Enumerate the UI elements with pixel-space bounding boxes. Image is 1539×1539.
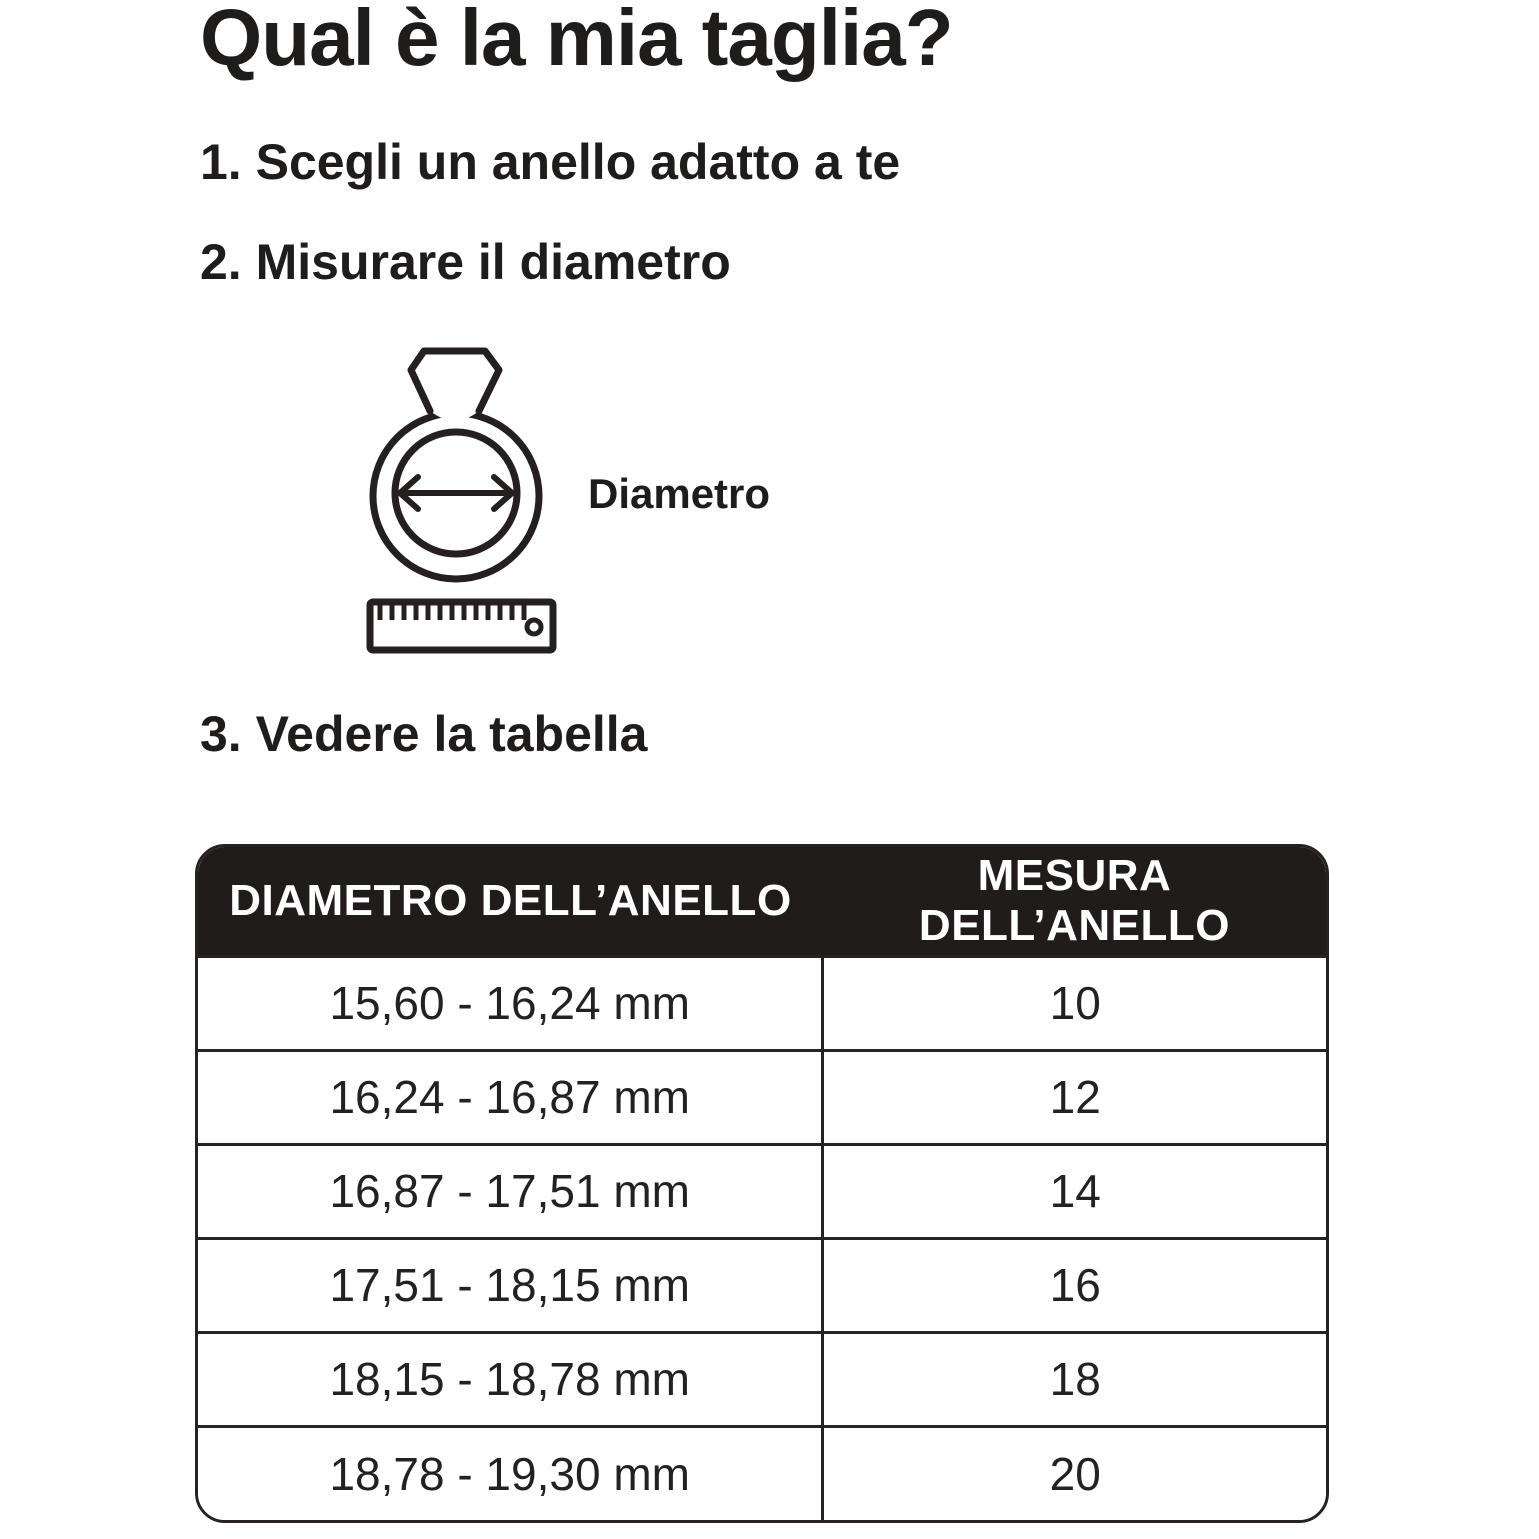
size-cell: 10	[823, 956, 1326, 1050]
ring-icon	[358, 338, 568, 660]
page-title: Qual è la mia taglia?	[200, 0, 953, 82]
size-cell: 12	[823, 1050, 1326, 1144]
diameter-cell: 15,60 - 16,24 mm	[198, 956, 823, 1050]
diameter-cell: 16,24 - 16,87 mm	[198, 1050, 823, 1144]
table-row	[198, 1332, 1326, 1426]
step-3: 3. Vedere la tabella	[200, 706, 648, 762]
size-table-header	[198, 847, 1326, 956]
size-cell: 14	[823, 1144, 1326, 1238]
diameter-cell: 18,78 - 19,30 mm	[198, 1426, 823, 1520]
size-table	[198, 847, 1326, 1520]
step-2: 2. Misurare il diametro	[200, 234, 731, 290]
header-size: MESURA DELL’ANELLO	[823, 847, 1326, 956]
diameter-cell: 17,51 - 18,15 mm	[198, 1238, 823, 1332]
ring-measure-diagram	[358, 338, 998, 668]
size-cell: 20	[823, 1426, 1326, 1520]
diameter-cell: 18,15 - 18,78 mm	[198, 1332, 823, 1426]
size-table-container	[195, 844, 1329, 1523]
table-row	[198, 1144, 1326, 1238]
table-row	[198, 1050, 1326, 1144]
diameter-arrow-icon	[400, 477, 512, 509]
table-row	[198, 1426, 1326, 1520]
diameter-label: Diametro	[588, 470, 771, 517]
size-cell: 16	[823, 1238, 1326, 1332]
ruler-icon	[370, 602, 553, 650]
step-1: 1. Scegli un anello adatto a te	[200, 134, 901, 190]
size-table-body	[198, 956, 1326, 1520]
table-row	[198, 1238, 1326, 1332]
size-cell: 18	[823, 1332, 1326, 1426]
table-row	[198, 956, 1326, 1050]
header-diameter: DIAMETRO DELL’ANELLO	[198, 847, 823, 956]
diameter-cell: 16,87 - 17,51 mm	[198, 1144, 823, 1238]
